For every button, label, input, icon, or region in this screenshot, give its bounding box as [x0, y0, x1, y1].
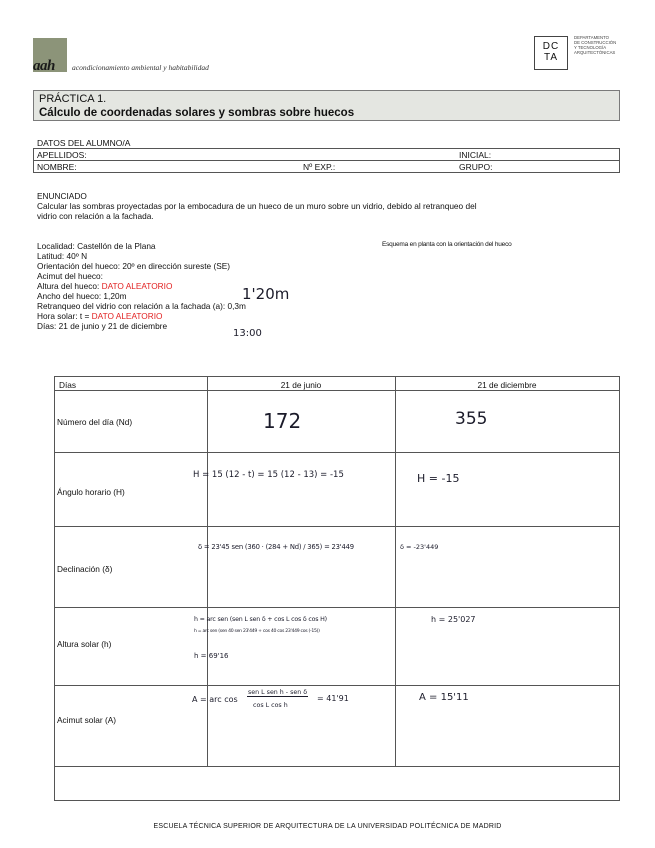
dcta-line1: DC: [542, 41, 560, 52]
nombre-field[interactable]: NOMBRE:: [34, 161, 301, 173]
coordenadas-table: [54, 376, 620, 801]
logo-subtitle: acondicionamiento ambiental y habitabilidad: [72, 63, 209, 72]
dcta-logo: [534, 36, 568, 70]
col-dias: Días: [59, 380, 77, 390]
enunciado: [37, 191, 622, 221]
row-divider: [55, 766, 619, 767]
footer: ESCUELA TÉCNICA SUPERIOR DE ARQUITECTURA DE LA UNIVERSIDAD POLITÉCNICA DE MADRID: [153, 823, 502, 830]
localidad: Localidad: Castellón de la Plana: [37, 241, 156, 251]
nexp-field[interactable]: Nº EXP.:: [300, 161, 456, 173]
col-junio: 21 de junio: [280, 380, 322, 390]
junio-nd: 172: [263, 409, 302, 433]
junio-altura-2: h = arc sen (sen 40 sen 23'449 + cos 40 cos 23'449 cos (-15)): [194, 629, 320, 634]
altura-label: Altura del hueco:: [37, 281, 102, 291]
alumno-table: [33, 148, 620, 173]
junio-decl: δ = 23'45 sen (360 · (284 + Nd) / 365) = 23'449: [198, 543, 354, 551]
junio-acimut-post: = 41'91: [317, 694, 349, 703]
column-divider: [395, 377, 396, 766]
altura-random: DATO ALEATORIO: [101, 281, 173, 291]
practica-number: PRÁCTICA 1.: [39, 93, 107, 105]
diciembre-decl: δ = -23'449: [400, 543, 439, 551]
row-divider: [55, 390, 619, 391]
row-divider: [55, 452, 619, 453]
grupo-field[interactable]: GRUPO:: [456, 161, 620, 173]
junio-acimut-den: cos L cos h: [253, 702, 288, 709]
hora-handwritten: 13:00: [233, 328, 262, 339]
datos-list: [37, 241, 357, 331]
column-divider: [207, 377, 208, 766]
junio-altura-1: h = arc sen (sen L sen δ + cos L cos δ cos H): [194, 616, 327, 623]
row-divider: [55, 607, 619, 608]
dcta-line2: TA: [543, 52, 559, 63]
row-divider: [55, 685, 619, 686]
inicial-field[interactable]: INICIAL:: [456, 149, 620, 161]
enunciado-text: Calcular las sombras proyectadas por la embocadura de un hueco de un muro sobre un vidrio, debido al retranqueo del: [37, 201, 477, 211]
col-diciembre: 21 de diciembre: [477, 380, 537, 390]
row-label-nd: Número del día (Nd): [57, 417, 133, 427]
diciembre-altura: h = 25'027: [431, 615, 476, 624]
enunciado-text: vidrio con relación a la fachada.: [37, 211, 154, 221]
altura-handwritten: 1'20m: [242, 285, 290, 303]
hora-random: DATO ALEATORIO: [91, 311, 163, 321]
row-divider: [55, 526, 619, 527]
dias: Días: 21 de junio y 21 de diciembre: [37, 321, 168, 331]
alumno-section-title: DATOS DEL ALUMNO/A: [37, 138, 131, 148]
dept-line: ARQUITECTÓNICAS: [574, 50, 616, 55]
latitud: Latitud: 40º N: [37, 251, 88, 261]
row-label-decl: Declinación (δ): [57, 564, 113, 574]
junio-acimut-num: sen L sen h - sen δ: [248, 689, 308, 696]
orientacion: Orientación del hueco: 20º en dirección sureste (SE): [37, 261, 231, 271]
junio-acimut-pre: A = arc cos: [192, 695, 238, 704]
department-name: [574, 35, 644, 55]
apellidos-field[interactable]: APELLIDOS:: [34, 149, 301, 161]
esquema-label: Esquema en planta con la orientación del hueco: [382, 241, 512, 248]
dept-line: DEPARTAMENTO: [574, 35, 610, 40]
logo-mark: aah: [33, 58, 55, 74]
dept-line: Y TECNOLOGÍA: [574, 45, 607, 50]
dept-line: DE CONSTRUCCIÓN: [574, 40, 617, 45]
diciembre-h: H = -15: [417, 472, 460, 485]
row-label-acimut: Acimut solar (A): [57, 715, 117, 725]
altura-hueco: [37, 281, 357, 291]
row-label-h: Ángulo horario (H): [57, 487, 125, 497]
diciembre-acimut: A = 15'11: [419, 692, 469, 703]
enunciado-heading: ENUNCIADO: [37, 191, 87, 201]
row-label-altura: Altura solar (h): [57, 639, 112, 649]
hora-label: Hora solar: t =: [37, 311, 92, 321]
junio-h: H = 15 (12 - t) = 15 (12 - 13) = -15: [193, 470, 344, 480]
apellidos-blank[interactable]: [300, 149, 456, 161]
acimut-hueco: Acimut del hueco:: [37, 271, 103, 281]
retranqueo: Retranqueo del vidrio con relación a la fachada (a): 0,3m: [37, 301, 246, 311]
practica-box: [33, 90, 620, 121]
practica-title: Cálculo de coordenadas solares y sombras sobre huecos: [39, 107, 355, 119]
junio-altura-3: h = 69'16: [194, 652, 229, 660]
ancho-hueco: Ancho del hueco: 1,20m: [37, 291, 127, 301]
hora-solar: [37, 311, 357, 321]
diciembre-nd: 355: [455, 409, 488, 429]
